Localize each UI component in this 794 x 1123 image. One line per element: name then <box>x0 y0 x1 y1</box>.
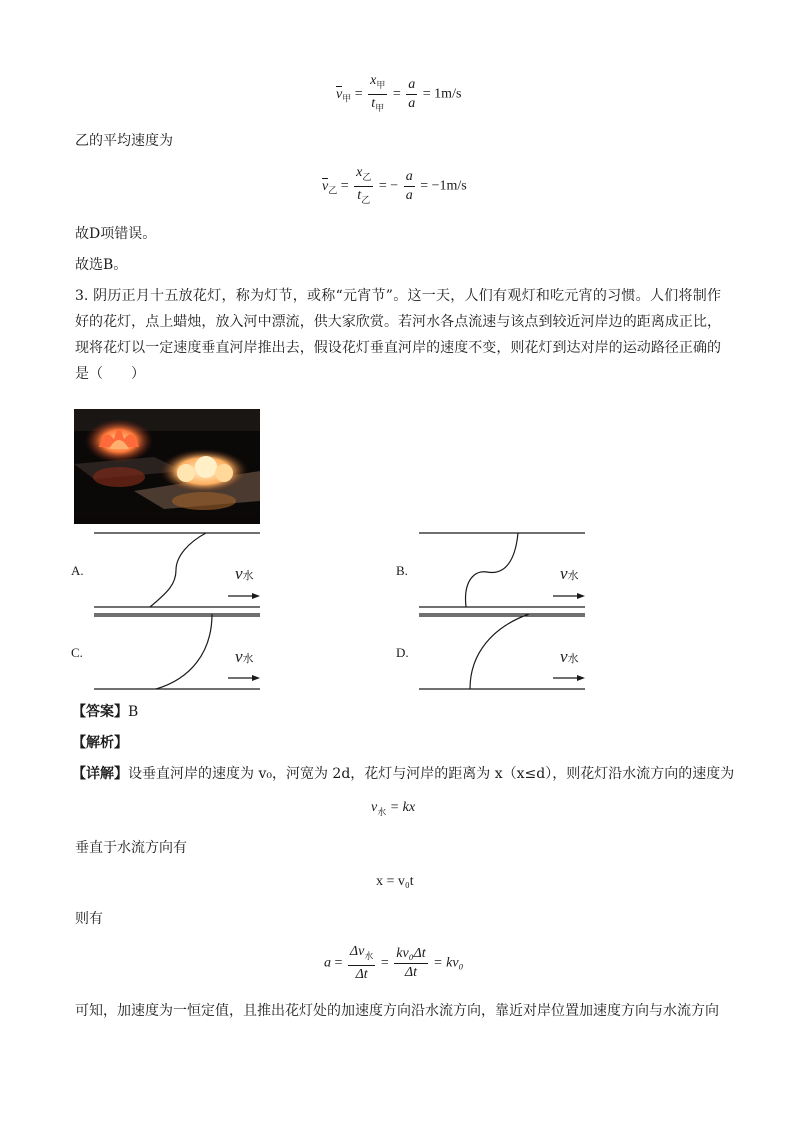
equation-avg-velocity-yi: $v_乙$ = $\frac{x_乙}{t_乙}$ = − $\frac{a}{a}$ = −1m/s <box>322 165 467 208</box>
option-d-label[interactable]: D. <box>396 645 409 660</box>
eq2-v-sub: 乙 <box>328 185 338 196</box>
text-then: 则有 <box>75 911 103 927</box>
option-b-label[interactable]: B. <box>396 563 408 578</box>
detail-tag: 【详解】 <box>72 766 128 782</box>
eq1-frac1 <box>368 73 387 116</box>
eq5-rhs: = kv₀ <box>433 955 464 971</box>
eq5-a: a <box>324 955 331 971</box>
eq5-frac2 <box>394 946 427 981</box>
text-yi-average-velocity: 乙的平均速度为 <box>75 133 173 149</box>
eq2-a-num: a <box>404 169 415 187</box>
eq3-v: v <box>371 800 378 815</box>
eq5-d2: Δt <box>404 964 418 980</box>
equation-acceleration: a = $\frac{\Delta v_水}{\Delta t}$ = $\frac{\text{kv₀Δt}}{\Delta t}$ = kv₀ <box>324 944 464 982</box>
option-c-velocity-label: v水 <box>235 647 254 666</box>
eq2-frac2 <box>404 169 415 204</box>
eq5-n2: kv₀Δt <box>394 946 427 964</box>
eq2-frac1 <box>354 165 373 208</box>
detail-line <box>72 765 734 783</box>
option-d-diagram[interactable] <box>419 613 585 703</box>
option-d-velocity-label: v水 <box>560 647 579 666</box>
text-choose-b: 故选B。 <box>75 257 128 273</box>
option-a-diagram[interactable] <box>94 532 260 622</box>
eq1-a-num: a <box>406 77 417 95</box>
eq1-a-den: a <box>408 95 416 111</box>
lotus-lantern-photo <box>74 409 260 524</box>
eq3-sub: 水 <box>377 806 387 817</box>
eq1-x: x <box>370 73 377 88</box>
eq5-n1: Δv <box>349 944 365 959</box>
analysis-tag-text: 【解析】 <box>72 735 128 751</box>
question-3 <box>75 283 721 387</box>
eq2-t-sub: 乙 <box>361 194 371 205</box>
eq2-minus: − <box>390 178 399 194</box>
eq2-x-sub: 乙 <box>362 171 372 182</box>
eq1-x-sub: 甲 <box>376 79 386 90</box>
eq2-t: t <box>357 187 362 203</box>
eq1-frac2 <box>406 77 417 112</box>
text-d-wrong: 故D项错误。 <box>75 226 157 242</box>
answer-line <box>72 703 138 721</box>
eq2-v: v <box>322 178 329 194</box>
question-text: 阴历正月十五放花灯，称为灯节，或称“元宵节”。这一天，人们有观灯和吃元宵的习惯。人们将制作好的花灯，点上蜡烛，放入河中漂流，供大家欣赏。若河水各点流速与该点到较近河岸边的距离成正比，现将花灯以一定速度垂直河岸推出去，假设花灯垂直河岸的速度不变，则花灯到达对岸的运动路径正确的是（ ） <box>75 288 722 382</box>
equation-x-v0t: x = v₀t <box>376 874 414 889</box>
eq1-v: v <box>336 86 343 102</box>
eq1-t-sub: 甲 <box>375 102 385 113</box>
eq2-a-den: a <box>405 187 413 203</box>
option-c-label[interactable]: C. <box>71 645 83 660</box>
detail-text: 设垂直河岸的速度为 v₀，河宽为 2d，花灯与河岸的距离为 x（x≤d），则花灯沿水流方向的速度为 <box>128 766 735 782</box>
eq1-t: t <box>371 95 376 111</box>
eq5-n1-sub: 水 <box>364 950 374 961</box>
text-perpendicular: 垂直于水流方向有 <box>75 840 187 856</box>
option-a-velocity-label: v水 <box>235 564 254 583</box>
eq2-x: x <box>356 165 363 180</box>
question-number: 3. <box>75 288 89 304</box>
answer-tag: 【答案】 <box>72 704 128 720</box>
eq5-d1: Δt <box>355 966 368 982</box>
text-conclusion: 可知，加速度为一恒定值，且推出花灯处的加速度方向沿水流方向，靠近对岸位置加速度方向与水流方向 <box>75 1003 719 1019</box>
equation-water-velocity <box>371 800 415 818</box>
eq2-result: = −1m/s <box>420 178 467 194</box>
eq1-result: = 1m/s <box>422 86 462 102</box>
option-b-velocity-label: v水 <box>560 564 579 583</box>
option-c-diagram[interactable] <box>94 613 260 703</box>
option-a-label[interactable]: A. <box>71 563 84 578</box>
eq5-frac1 <box>348 944 375 983</box>
equation-avg-velocity-jia: $v_甲$ = $\frac{x_甲}{t_甲}$ = $\frac{a}{a}$ = 1m/s <box>336 73 461 116</box>
answer-value: B <box>128 704 139 720</box>
analysis-tag <box>72 734 128 752</box>
eq1-v-sub: 甲 <box>342 93 352 104</box>
option-b-diagram[interactable] <box>419 532 585 622</box>
eq3-rhs: = kx <box>389 800 416 815</box>
